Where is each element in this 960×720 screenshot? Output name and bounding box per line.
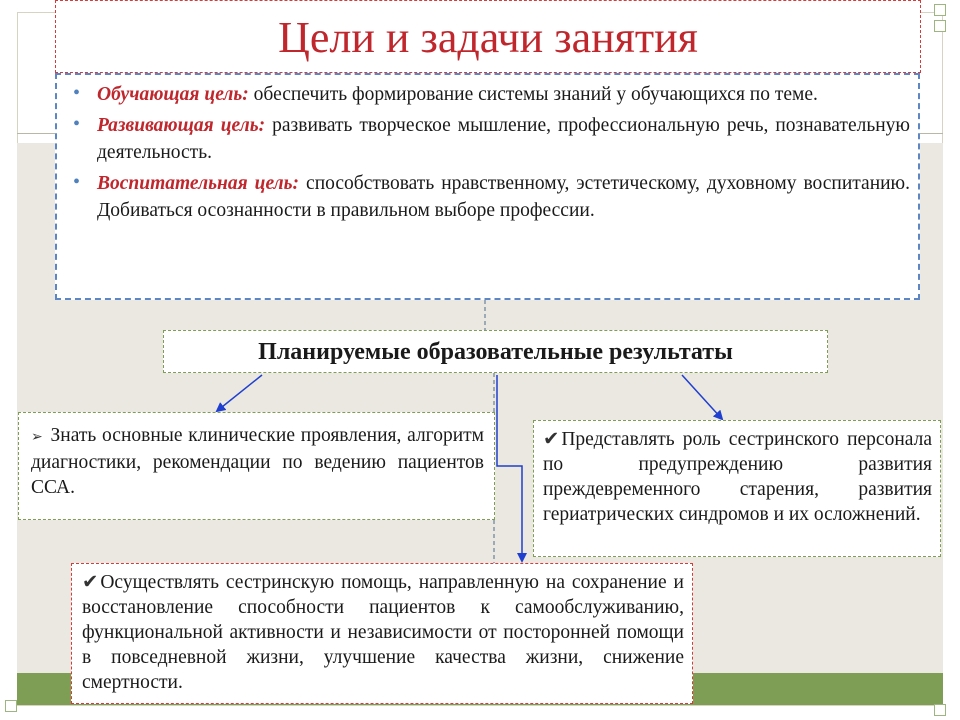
page-title: Цели и задачи занятия xyxy=(278,13,698,62)
goal-label: Развивающая цель: xyxy=(97,115,266,136)
goal-item xyxy=(75,81,910,108)
result-box-care xyxy=(71,563,693,704)
goal-text: способствовать нравственному, эстетическому, духовному воспитанию. Добиваться осознанности в правильном выборе профессии. xyxy=(97,173,911,221)
results-heading: Планируемые образовательные результаты xyxy=(258,339,733,365)
goal-text: обеспечить формирование системы знаний у обучающихся по теме. xyxy=(248,84,818,105)
bullet-icon: • xyxy=(73,82,81,104)
result-text: Знать основные клинические проявления, алгоритм диагностики, рекомендации по ведению пациентов ССА. xyxy=(31,425,484,498)
result-box-knowledge xyxy=(18,412,495,520)
checkmark-bullet-icon: ✔ xyxy=(82,572,99,593)
results-heading-box xyxy=(163,330,828,373)
goals-box xyxy=(55,73,920,300)
goal-text: развивать творческое мышление, профессиональную речь, познавательную деятельность. xyxy=(97,115,910,163)
bullet-icon: • xyxy=(73,171,81,193)
goal-label: Обучающая цель: xyxy=(97,84,249,105)
arrow-bullet-icon: ➢ xyxy=(31,430,43,445)
checkmark-bullet-icon: ✔ xyxy=(543,429,560,450)
result-text: Осуществлять сестринскую помощь, направленную на сохранение и восстановление способности пациентов к самообслуживанию, функциональной активности и независимости от посторонней помощи в повседневной жизни, улучшение качества жизни, снижение смертности. xyxy=(82,572,684,693)
goal-label: Воспитательная цель: xyxy=(97,173,300,194)
goal-item xyxy=(75,112,910,166)
result-box-role xyxy=(533,420,941,557)
bullet-icon: • xyxy=(73,113,81,135)
goal-item xyxy=(75,170,910,224)
result-text: Представлять роль сестринского персонала по предупреждению развития преждевременного старения, развития гериатрических синдромов и их осложнений. xyxy=(543,429,932,525)
title-box xyxy=(55,0,921,73)
